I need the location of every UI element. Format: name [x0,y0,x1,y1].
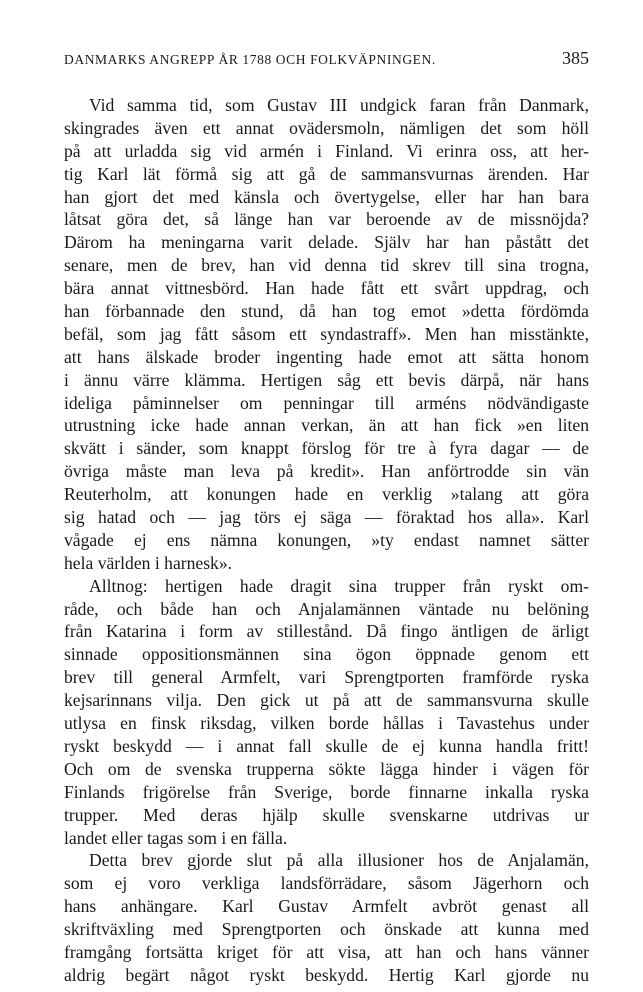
text-line: skingrades även ett annat ovädersmoln, nämligen det som höll [64,117,589,138]
text-line: han gjort det med känsla och övertygelse, eller har han bara [64,186,589,207]
text-line: att hans älskade broder ingenting hade emot att sätta honom [64,346,589,367]
text-line: han förbannade den stund, då han tog emot »detta fördömda [64,301,589,322]
text-line: framgång fortsätta kriget för att visa, att han och hans vänner [64,941,589,962]
text-line: Alltnog: hertigen hade dragit sina trupper från ryskt om- [89,575,589,596]
running-head [64,48,589,74]
text-line: ryskt beskydd — i annat fall skulle de ej kunna handla fritt! [64,735,589,756]
paragraph [64,575,589,850]
text-line: Och om de svenska trupperna sökte lägga hinder i vägen för [64,758,589,779]
text-line: Reuterholm, att konungen hade en verklig »talang att göra [64,484,589,505]
text-line: övriga måste man leva på kredit». Han anförtrodde sin vän [64,461,589,482]
text-line: Vid samma tid, som Gustav III undgick faran från Danmark, [89,95,589,115]
text-line: bära annat vittnesbörd. Han hade fått ett svårt uppdrag, och [64,278,589,299]
text-line: låtsat göra det, så länge han var beroende av de missnöjda? [64,209,589,230]
running-title: DANMARKS ANGREPP ÅR 1788 OCH FOLKVÄPNINGEN. [64,52,436,67]
text-line: brev till general Armfelt, vari Sprengtporten framförde ryska [64,667,589,688]
text-line: kejsarinnans vilja. Den gick ut på att de sammansvurna skulle [64,690,589,711]
text-line: aldrig begärt något ryskt beskydd. Hertig Karl gjorde nu [64,964,589,985]
paragraph [64,94,589,575]
text-line: sinnade oppositionsmännen sina ögon öppnade genom ett [64,644,589,665]
text-line: skriftväxling med Sprengtporten och önskade att kunna med [64,919,589,940]
text-line: utrustning icke hade annan verkan, än att han fick »en liten [64,415,589,436]
text-line: som ej voro verkliga landsförrädare, såsom Jägerhorn och [64,873,589,894]
text-line: hans anhängare. Karl Gustav Armfelt avbröt genast all [64,896,589,917]
text-line: vågade ej ens nämna konungen, »ty endast namnet sätter [64,529,589,550]
text-line: på att urladda sig vid armén i Finland. Vi erinra oss, att her- [64,140,589,161]
text-line: sig hatad och — jag törs ej säga — föraktad hos alla». Karl [64,507,589,528]
text-line: i ännu värre klämma. Hertigen såg ett bevis därpå, när hans [64,369,589,390]
book-page [64,48,589,987]
text-line: senare, men de brev, han vid denna tid skrev till sina trogna, [64,255,589,276]
paragraph [64,849,589,986]
text-line: hela världen i harnesk». [64,552,233,573]
text-line: Finlands frigörelse från Sverige, borde finnarne inkalla ryska [64,781,589,802]
text-line: utlysa en finsk riksdag, vilken borde hållas i Tavastehus under [64,713,589,734]
text-line: från Katarina i form av stillestånd. Då fingo äntligen de ärligt [64,621,589,642]
text-line: Därom ha meningarna varit delade. Själv har han påstått det [64,232,589,253]
body-text [64,94,589,987]
text-line: befäl, som jag fått såsom ett syndastraff». Men han misstänkte, [64,323,589,344]
text-line: råde, och både han och Anjalamännen väntade nu belöning [64,598,589,619]
text-line: ideliga påminnelser om penningar till arméns nödvändigaste [64,392,589,413]
text-line: tig Karl lät förmå sig att gå de sammansvurnas ärenden. Har [64,163,589,184]
text-line: landet eller tagas som i en fälla. [64,827,288,848]
text-line: skvätt i sänder, som knappt förslog för tre à fyra dagar — de [64,438,589,459]
text-line: trupper. Med deras hjälp skulle svenskarne utdrivas ur [64,804,589,825]
text-line: Detta brev gjorde slut på alla illusioner hos de Anjalamän, [89,850,589,871]
page-number: 385 [562,48,589,68]
